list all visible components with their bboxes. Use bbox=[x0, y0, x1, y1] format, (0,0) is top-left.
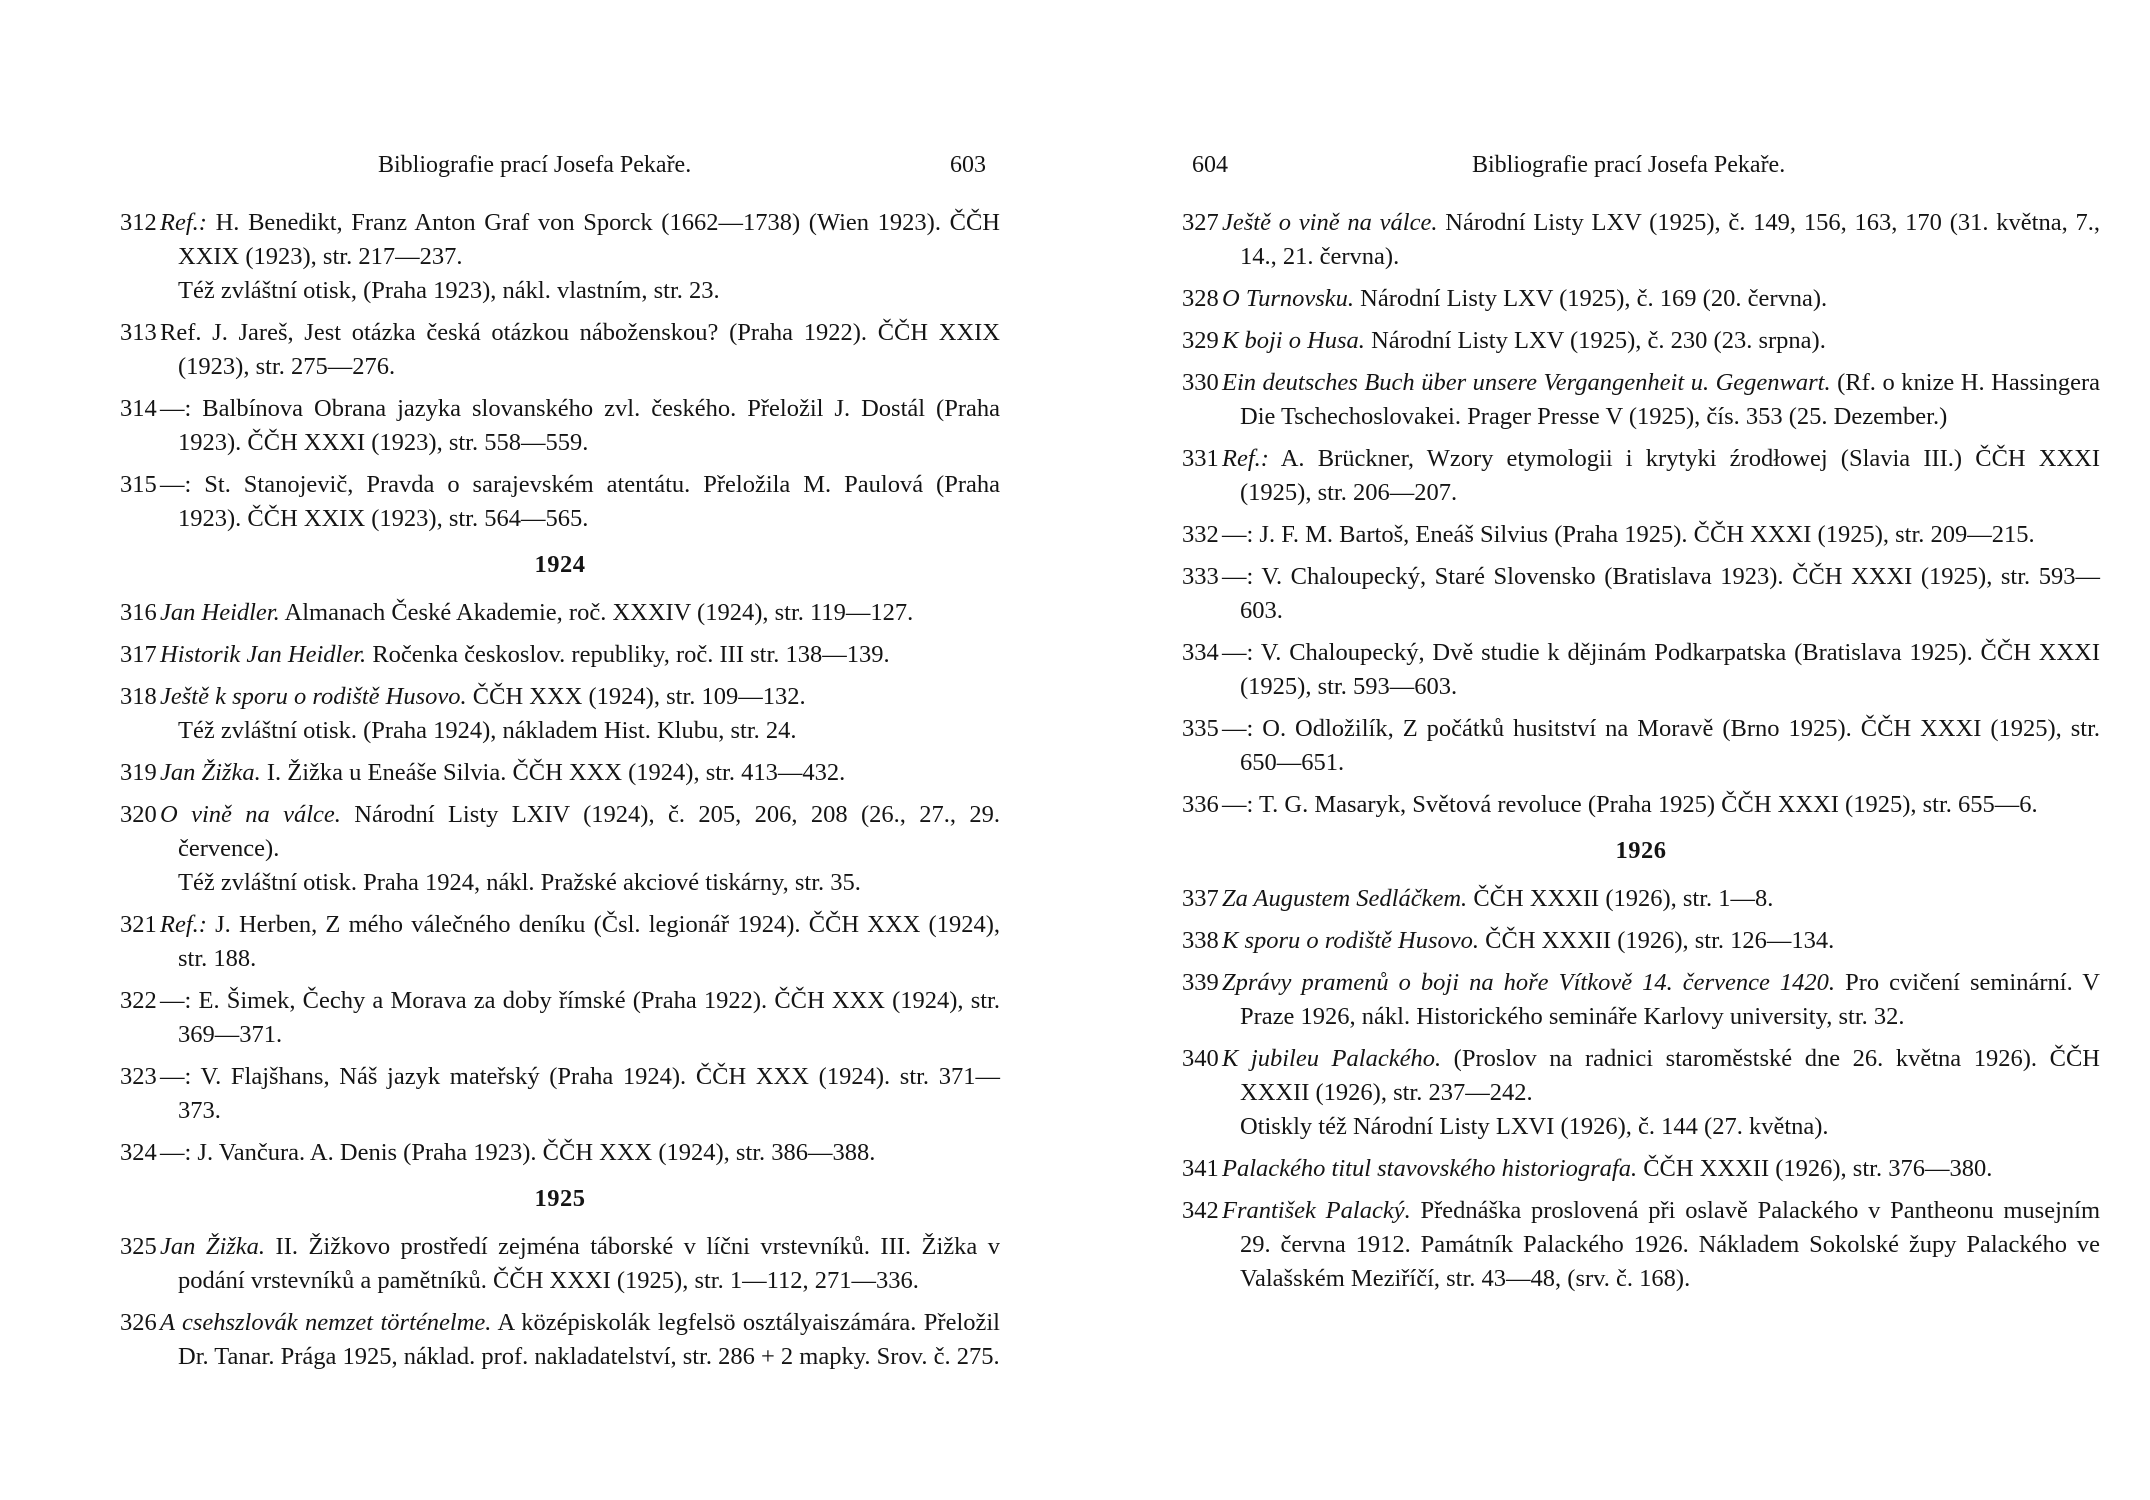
entry-number: 324 bbox=[120, 1139, 157, 1166]
entry-text bbox=[160, 680, 1000, 714]
entry-text bbox=[160, 316, 1000, 384]
entry-citation: I. Žižka u Eneáše Silvia. ČČH XXX (1924), str. 413—432. bbox=[260, 759, 846, 786]
entry-text bbox=[160, 206, 1000, 274]
entry-number: 330 bbox=[1182, 369, 1219, 396]
bibliography-entry bbox=[1182, 788, 2100, 822]
entry-citation: —: V. Chaloupecký, Staré Slovensko (Bratislava 1923). ČČH XXXI (1925), str. 593—603. bbox=[1222, 563, 2100, 624]
entry-title-italic: Ref.: bbox=[160, 911, 207, 938]
entry-citation: ČČH XXXII (1926), str. 376—380. bbox=[1637, 1155, 1993, 1182]
entry-title-italic: Ještě o vině na válce. bbox=[1222, 209, 1438, 236]
bibliography-entry bbox=[1182, 442, 2100, 510]
entry-text bbox=[160, 1060, 1000, 1128]
bibliography-entry bbox=[120, 596, 1000, 630]
entry-text bbox=[1222, 1042, 2100, 1110]
entry-title-italic: Zprávy pramenů o boji na hoře Vítkově 14. července 1420. bbox=[1222, 969, 1836, 996]
bibliography-entry bbox=[120, 756, 1000, 790]
bibliography-entry bbox=[1182, 324, 2100, 358]
bibliography-entry bbox=[120, 1230, 1000, 1298]
entry-text bbox=[1222, 282, 2100, 316]
entry-citation: ČČH XXX (1924), str. 109—132. bbox=[466, 683, 806, 710]
entry-number: 334 bbox=[1182, 639, 1219, 666]
entry-text bbox=[1222, 882, 2100, 916]
entry-number: 338 bbox=[1182, 927, 1219, 954]
entry-number: 325 bbox=[120, 1233, 157, 1260]
entry-number: 326 bbox=[120, 1309, 157, 1336]
bibliography-entry bbox=[1182, 1042, 2100, 1144]
entry-number: 342 bbox=[1182, 1197, 1219, 1224]
entry-citation: Národní Listy LXV (1925), č. 230 (23. srpna). bbox=[1364, 327, 1826, 354]
entry-citation: Národní Listy LXV (1925), č. 149, 156, 163, 170 (31. května, 7., 14., 21. června). bbox=[1240, 209, 2100, 270]
entry-citation: —: O. Odložilík, Z počátků husitství na Moravě (Brno 1925). ČČH XXXI (1925), str. 650—651. bbox=[1222, 715, 2100, 776]
entry-citation: —: T. G. Masaryk, Světová revoluce (Praha 1925) ČČH XXXI (1925), str. 655—6. bbox=[1222, 791, 2038, 818]
entry-text bbox=[1222, 206, 2100, 274]
entry-number: 340 bbox=[1182, 1045, 1219, 1072]
bibliography-entry bbox=[120, 638, 1000, 672]
entry-title-italic: K sporu o rodiště Husovo. bbox=[1222, 927, 1480, 954]
entry-citation: Ref. J. Jareš, Jest otázka česká otázkou náboženskou? (Praha 1922). ČČH XXIX (1923), str. 275—276. bbox=[160, 319, 1000, 380]
entry-text bbox=[160, 984, 1000, 1052]
page-number: 604 bbox=[1192, 152, 1228, 178]
entry-number: 322 bbox=[120, 987, 157, 1014]
entry-text bbox=[1222, 324, 2100, 358]
entry-note: Též zvláštní otisk. Praha 1924, nákl. Pražské akciové tiskárny, str. 35. bbox=[178, 869, 861, 896]
entry-citation: Národní Listy LXV (1925), č. 169 (20. června). bbox=[1354, 285, 1828, 312]
entry-number: 341 bbox=[1182, 1155, 1219, 1182]
running-title: Bibliografie prací Josefa Pekaře. bbox=[1472, 152, 1786, 178]
entry-citation: Národní Listy LXIV (1924), č. 205, 206, 208 (26., 27., 29. července). bbox=[178, 801, 1000, 862]
entry-citation: A középiskolák legfelsö osztályaiszámára. Přeložil Dr. Tanar. Prága 1925, náklad. prof. nakladatelství, str. 286 + 2 mapky. Srov. č. 275. bbox=[178, 1309, 1000, 1370]
left-page-header bbox=[120, 148, 1000, 184]
bibliography-entry bbox=[120, 984, 1000, 1052]
bibliography-entry bbox=[120, 206, 1000, 308]
entry-citation: ČČH XXXII (1926), str. 126—134. bbox=[1479, 927, 1835, 954]
entry-citation: A. Brückner, Wzory etymologii i krytyki źrodłowej (Slavia III.) ČČH XXXI (1925), str. 206—207. bbox=[1240, 445, 2100, 506]
right-page-header bbox=[1172, 148, 2092, 184]
entry-citation: (Rf. o knize H. Hassingera Die Tschechoslovakei. Prager Presse V (1925), čís. 353 (25. Dezember.) bbox=[1240, 369, 2100, 430]
entry-citation: Almanach České Akademie, roč. XXXIV (1924), str. 119—127. bbox=[279, 599, 914, 626]
entry-citation: —: St. Stanojevič, Pravda o sarajevském atentátu. Přeložila M. Paulová (Praha 1923). ČČH XXIX (1923), str. 564—565. bbox=[160, 471, 1000, 532]
entry-citation: —: J. Vančura. A. Denis (Praha 1923). ČČH XXX (1924), str. 386—388. bbox=[160, 1139, 876, 1166]
entry-number: 336 bbox=[1182, 791, 1219, 818]
entry-number: 331 bbox=[1182, 445, 1219, 472]
entry-text bbox=[160, 1230, 1000, 1298]
entry-number: 320 bbox=[120, 801, 157, 828]
bibliography-entry bbox=[120, 680, 1000, 748]
entry-title-italic: Jan Žižka. bbox=[160, 759, 261, 786]
entry-title-italic: A csehszlovák nemzet történelme. bbox=[160, 1309, 492, 1336]
bibliography-entry bbox=[1182, 206, 2100, 274]
entry-citation: ČČH XXXII (1926), str. 1—8. bbox=[1467, 885, 1774, 912]
bibliography-entry bbox=[1182, 636, 2100, 704]
left-page bbox=[120, 0, 1160, 1500]
right-page bbox=[1172, 0, 2150, 1500]
entry-number: 316 bbox=[120, 599, 157, 626]
entry-number: 335 bbox=[1182, 715, 1219, 742]
entry-title-italic: K boji o Husa. bbox=[1222, 327, 1365, 354]
entry-text bbox=[160, 798, 1000, 866]
entry-citation: —: Balbínova Obrana jazyka slovanského zvl. českého. Přeložil J. Dostál (Praha 1923). ČČH XXXI (1923), str. 558—559. bbox=[160, 395, 1000, 456]
entry-text bbox=[1222, 712, 2100, 780]
entry-title-italic: František Palacký. bbox=[1222, 1197, 1411, 1224]
entry-number: 314 bbox=[120, 395, 157, 422]
right-entries bbox=[1182, 206, 2100, 1304]
entry-title-italic: Ještě k sporu o rodiště Husovo. bbox=[160, 683, 467, 710]
bibliography-entry bbox=[120, 1060, 1000, 1128]
entry-number: 321 bbox=[120, 911, 157, 938]
entry-citation: —: V. Chaloupecký, Dvě studie k dějinám Podkarpatska (Bratislava 1925). ČČH XXXI (1925), str. 593—603. bbox=[1222, 639, 2100, 700]
page-number: 603 bbox=[950, 152, 986, 178]
entry-title-italic: Jan Žižka. bbox=[160, 1233, 266, 1260]
entry-text bbox=[160, 1306, 1000, 1374]
bibliography-entry bbox=[1182, 882, 2100, 916]
entry-text bbox=[160, 908, 1000, 976]
entry-number: 332 bbox=[1182, 521, 1219, 548]
entry-number: 339 bbox=[1182, 969, 1219, 996]
entry-title-italic: O Turnovsku. bbox=[1222, 285, 1355, 312]
entry-citation: J. Herben, Z mého válečného deníku (Čsl. legionář 1924). ČČH XXX (1924), str. 188. bbox=[178, 911, 1000, 972]
entry-citation: (Proslov na radnici staroměstské dne 26. května 1926). ČČH XXXII (1926), str. 237—242. bbox=[1240, 1045, 2100, 1106]
bibliography-entry bbox=[120, 316, 1000, 384]
entry-title-italic: Historik Jan Heidler. bbox=[160, 641, 367, 668]
entry-note: Též zvláštní otisk, (Praha 1923), nákl. vlastním, str. 23. bbox=[178, 277, 720, 304]
bibliography-entry bbox=[120, 468, 1000, 536]
entry-citation: Přednáška proslovená při oslavě Palackého v Pantheonu musejním 29. června 1912. Památník Palackého 1926. Nákladem Sokolské župy Palackého ve Valašském Meziříčí, str. 43—48, (srv. č. 168). bbox=[1240, 1197, 2101, 1292]
entry-text bbox=[1222, 442, 2100, 510]
entry-title-italic: Ref.: bbox=[1222, 445, 1269, 472]
entry-text bbox=[160, 468, 1000, 536]
entry-text bbox=[1222, 1152, 2100, 1186]
bibliography-entry bbox=[120, 908, 1000, 976]
entry-text bbox=[160, 1136, 1000, 1170]
entry-title-italic: Za Augustem Sedláčkem. bbox=[1222, 885, 1468, 912]
entry-number: 313 bbox=[120, 319, 157, 346]
bibliography-entry bbox=[1182, 560, 2100, 628]
left-entries bbox=[120, 206, 1000, 1382]
entry-text bbox=[1222, 924, 2100, 958]
year-heading: 1925 bbox=[534, 1185, 586, 1212]
entry-title-italic: K jubileu Palackého. bbox=[1222, 1045, 1442, 1072]
bibliography-entry bbox=[1182, 1152, 2100, 1186]
entry-text bbox=[1222, 636, 2100, 704]
running-title: Bibliografie prací Josefa Pekaře. bbox=[378, 152, 692, 178]
entry-citation: —: J. F. M. Bartoš, Eneáš Silvius (Praha 1925). ČČH XXXI (1925), str. 209—215. bbox=[1222, 521, 2035, 548]
entry-citation: Pro cvičení seminární. V Praze 1926, nákl. Historického semináře Karlovy university, str. 32. bbox=[1240, 969, 2100, 1030]
entry-number: 328 bbox=[1182, 285, 1219, 312]
entry-number: 315 bbox=[120, 471, 157, 498]
entry-number: 333 bbox=[1182, 563, 1219, 590]
bibliography-entry bbox=[120, 392, 1000, 460]
entry-title-italic: Ref.: bbox=[160, 209, 207, 236]
entry-number: 318 bbox=[120, 683, 157, 710]
entry-citation: —: V. Flajšhans, Náš jazyk mateřský (Praha 1924). ČČH XXX (1924). str. 371—373. bbox=[160, 1063, 1000, 1124]
entry-text bbox=[160, 596, 1000, 630]
entry-number: 312 bbox=[120, 209, 157, 236]
bibliography-entry bbox=[1182, 1194, 2100, 1296]
year-heading: 1926 bbox=[1615, 837, 1667, 864]
entry-text bbox=[160, 756, 1000, 790]
entry-number: 319 bbox=[120, 759, 157, 786]
bibliography-entry bbox=[1182, 966, 2100, 1034]
entry-text bbox=[160, 638, 1000, 672]
bibliography-entry bbox=[1182, 366, 2100, 434]
entry-number: 329 bbox=[1182, 327, 1219, 354]
entry-number: 323 bbox=[120, 1063, 157, 1090]
entry-number: 337 bbox=[1182, 885, 1219, 912]
entry-number: 317 bbox=[120, 641, 157, 668]
entry-title-italic: Ein deutsches Buch über unsere Vergangenheit u. Gegenwart. bbox=[1222, 369, 1831, 396]
entry-citation: —: E. Šimek, Čechy a Morava za doby římské (Praha 1922). ČČH XXX (1924), str. 369—371. bbox=[160, 987, 1000, 1048]
bibliography-entry bbox=[1182, 712, 2100, 780]
entry-text bbox=[1222, 366, 2100, 434]
entry-note: Otiskly též Národní Listy LXVI (1926), č. 144 (27. května). bbox=[1240, 1113, 1829, 1140]
bibliography-entry bbox=[120, 1306, 1000, 1374]
entry-text bbox=[1222, 1194, 2100, 1296]
bibliography-entry bbox=[1182, 518, 2100, 552]
entry-note: Též zvláštní otisk. (Praha 1924), nákladem Hist. Klubu, str. 24. bbox=[178, 717, 797, 744]
entry-title-italic: Palackého titul stavovského historiografa. bbox=[1222, 1155, 1638, 1182]
entry-citation: Ročenka českoslov. republiky, roč. III str. 138—139. bbox=[366, 641, 890, 668]
bibliography-entry bbox=[120, 798, 1000, 900]
entry-title-italic: O vině na válce. bbox=[160, 801, 341, 828]
entry-text bbox=[1222, 966, 2100, 1034]
bibliography-entry bbox=[1182, 282, 2100, 316]
entry-text bbox=[1222, 518, 2100, 552]
year-heading: 1924 bbox=[534, 551, 586, 578]
entry-title-italic: Jan Heidler. bbox=[160, 599, 280, 626]
entry-text bbox=[1222, 560, 2100, 628]
entry-number: 327 bbox=[1182, 209, 1219, 236]
entry-citation: II. Žižkovo prostředí zejména táborské v líčni vrstevníků. III. Žižka v podání vrstevníků a pamětníků. ČČH XXXI (1925), str. 1—112, 271—336. bbox=[178, 1233, 1000, 1294]
bibliography-entry bbox=[1182, 924, 2100, 958]
entry-text bbox=[160, 392, 1000, 460]
entry-citation: H. Benedikt, Franz Anton Graf von Sporck (1662—1738) (Wien 1923). ČČH XXIX (1923), str. 217—237. bbox=[178, 209, 1000, 270]
bibliography-entry bbox=[120, 1136, 1000, 1170]
entry-text bbox=[1222, 788, 2100, 822]
